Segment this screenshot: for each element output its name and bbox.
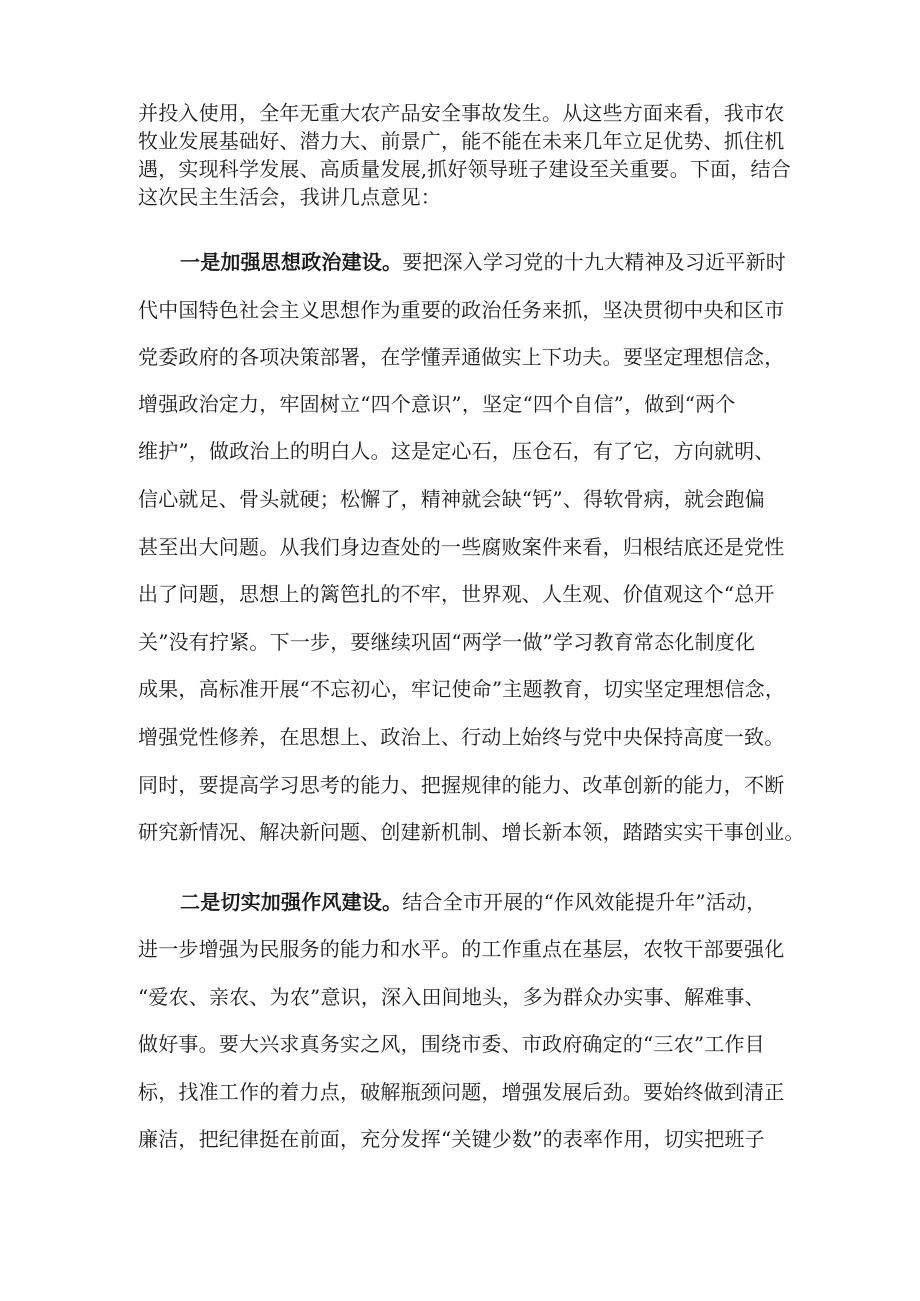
text-line: 关”没有拧紧。下一步，要继续巩固“两学一做”学习教育常态化制度化 bbox=[138, 630, 756, 654]
text-line: 党委政府的各项决策部署，在学懂弄通做实上下功夫。要坚定理想信念， bbox=[138, 345, 785, 369]
text-line: 廉洁，把纪律挺在前面，充分发挥“关键少数”的表率作用，切实把班子 bbox=[138, 1127, 765, 1151]
text-run: 要把深入学习党的十九大精神及习近平新时 bbox=[402, 250, 787, 274]
text-line bbox=[180, 890, 766, 914]
text-line: 维护”，做政治上的明白人。这是定心石，压仓石，有了它，方向就明、 bbox=[138, 439, 775, 463]
text-run: 结合全市开展的“作风效能提升年”活动， bbox=[402, 890, 767, 914]
text-line: 这次民主生活会，我讲几点意见： bbox=[138, 185, 441, 209]
text-line: 增强党性修养，在思想上、政治上、行动上始终与党中央保持高度一致。 bbox=[138, 725, 785, 749]
text-line bbox=[180, 250, 786, 274]
text-line: 增强政治定力，牢固树立“四个意识”，坚定“四个自信”，做到“两个 bbox=[138, 392, 736, 416]
text-line: 并投入使用，全年无重大农产品安全事故发生。从这些方面来看，我市农 bbox=[138, 101, 785, 125]
text-line: 遇，实现科学发展、高质量发展,抓好领导班子建设至关重要。下面，结合 bbox=[138, 157, 791, 181]
paragraph-heading: 二是切实加强作风建设。 bbox=[180, 890, 403, 914]
text-line: 进一步增强为民服务的能力和水平。的工作重点在基层，农牧干部要强化 bbox=[138, 937, 785, 961]
text-line: 甚至出大问题。从我们身边查处的一些腐败案件来看，归根结底还是党性 bbox=[138, 535, 785, 559]
text-line: 研究新情况、解决新问题、创建新机制、增长新本领，踏踏实实干事创业。 bbox=[138, 820, 805, 844]
text-line: 同时，要提高学习思考的能力、把握规律的能力、改革创新的能力，不断 bbox=[138, 773, 785, 797]
text-line: 做好事。要大兴求真务实之风，围绕市委、市政府确定的“三农”工作目 bbox=[138, 1032, 765, 1056]
text-line: 标，找准工作的着力点，破解瓶颈问题，增强发展后劲。要始终做到清正 bbox=[138, 1080, 785, 1104]
text-line: 代中国特色社会主义思想作为重要的政治任务来抓，坚决贯彻中央和区市 bbox=[138, 298, 785, 322]
text-line: 信心就足、骨头就硬；松懈了，精神就会缺“钙”、得软骨病，就会跑偏 bbox=[138, 487, 765, 511]
paragraph-heading: 一是加强思想政治建设。 bbox=[180, 250, 403, 274]
text-line: 出了问题，思想上的篱笆扎的不牢，世界观、人生观、价值观这个“总开 bbox=[138, 582, 775, 606]
text-line: “爱农、亲农、为农”意识，深入田间地头，多为群众办实事、解难事、 bbox=[138, 985, 765, 1009]
text-line: 牧业发展基础好、潜力大、前景广，能不能在未来几年立足优势、抓住机 bbox=[138, 129, 785, 153]
text-line: 成果，高标准开展“不忘初心，牢记使命”主题教育，切实坚定理想信念， bbox=[138, 677, 786, 701]
